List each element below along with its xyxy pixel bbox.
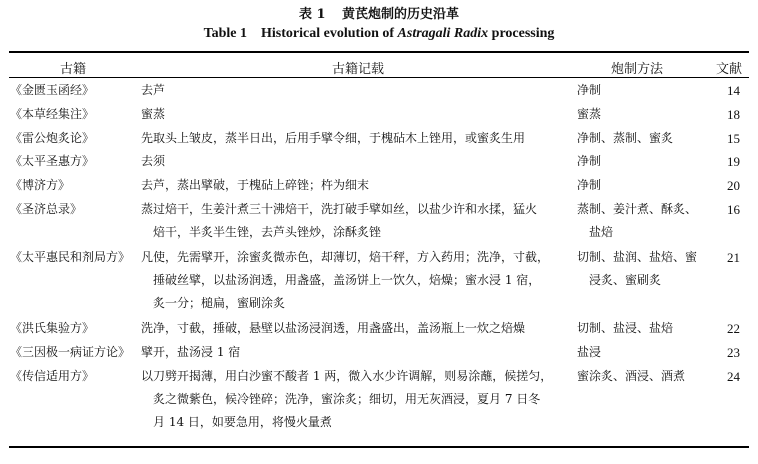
cell-ref: 14	[727, 83, 740, 98]
cell-method	[577, 79, 705, 102]
table-bottom-rule	[9, 446, 749, 448]
table-title-cn	[0, 3, 758, 22]
cell-book: 《博济方》	[10, 178, 71, 193]
method-line: 切制、盐浸、盐焙	[577, 321, 674, 335]
cell-book: 《太平圣惠方》	[10, 154, 95, 169]
cell-method	[577, 174, 705, 197]
record-line: 以刀劈开揭薄，用白沙蜜不酸者 1 两，微入水少许调解，则易涂蘸，候搓匀，	[141, 368, 553, 383]
cell-method	[577, 150, 705, 173]
cell-book: 《本草经集注》	[10, 106, 95, 121]
cell-book: 《传信适用方》	[10, 368, 95, 383]
cell-record	[141, 365, 569, 434]
method-line: 净制	[577, 178, 602, 193]
record-line: 凡使，先需擘开，涂蜜炙微赤色，却薄切，焙干秤，方入药用；洗净，寸截，	[141, 249, 550, 264]
cell-record	[141, 341, 569, 364]
method-line: 净制	[577, 154, 602, 169]
table-title-en	[0, 26, 758, 42]
header-method: 炮制方法	[611, 62, 664, 77]
cell-record	[141, 79, 569, 102]
method-line: 净制、蒸制、蜜炙	[577, 130, 674, 145]
cell-method	[577, 127, 705, 150]
cell-method	[577, 103, 705, 126]
method-line: 盐浸	[577, 344, 602, 359]
cell-method	[577, 341, 705, 364]
cell-record	[141, 150, 569, 173]
cell-record	[141, 317, 569, 340]
record-line: 炙之微紫色，候冷锉碎；洗净，蜜涂炙；细切，用无灰酒浸，夏月 7 日冬	[153, 391, 541, 406]
cell-ref: 21	[727, 249, 740, 265]
record-line: 炙一分；槌扁，蜜刷涂炙	[153, 295, 286, 310]
record-line: 先取头上皱皮，蒸半日出，后用手擘令细，于槐砧木上锉用，或蜜炙生用	[141, 130, 526, 145]
header-ref: 文献	[716, 62, 743, 77]
method-line: 蜜蒸	[577, 106, 602, 121]
cell-book: 《雷公炮炙论》	[10, 130, 95, 145]
table-caption-cn: 黄芪炮制的历史沿革	[342, 7, 460, 22]
cell-record	[141, 198, 569, 244]
table-caption-en-pre: Historical evolution of	[261, 26, 398, 41]
record-line: 去须	[141, 154, 166, 169]
cell-ref: 15	[727, 130, 740, 146]
cell-record	[141, 174, 569, 197]
cell-record	[141, 103, 569, 126]
cell-record	[141, 127, 569, 150]
cell-ref: 20	[727, 178, 740, 194]
table-number-en: Table 1	[203, 26, 248, 41]
header-record: 古籍记载	[332, 62, 385, 77]
method-line: 净制	[577, 83, 602, 97]
cell-method	[577, 365, 705, 388]
cell-method	[577, 317, 705, 340]
record-line: 洗净，寸截，捶破，悬壁以盐汤浸润透，用盏盛出，盖汤瓶上一炊之焙燥	[141, 321, 526, 335]
cell-ref: 19	[727, 154, 740, 170]
cell-book: 《圣济总录》	[10, 202, 83, 216]
cell-method	[577, 198, 705, 244]
cell-book: 《太平惠民和剂局方》	[10, 249, 131, 264]
header-book: 古籍	[60, 62, 87, 77]
cell-record	[141, 246, 569, 315]
cell-ref: 22	[727, 321, 740, 336]
record-line: 擘开，盐汤浸 1 宿	[141, 344, 241, 359]
record-line: 蜜蒸	[141, 106, 166, 121]
record-line: 去芦	[141, 83, 166, 97]
method-line: 浸炙、蜜刷炙	[589, 272, 662, 287]
table-header-rule	[9, 77, 749, 78]
record-line: 月 14 日，如要急用，将慢火量煮	[153, 414, 332, 429]
record-line: 去芦，蒸出擘破，于槐砧上碎锉；杵为细末	[141, 178, 370, 193]
cell-ref: 24	[727, 368, 740, 384]
table-caption-en-italic: Astragali Radix	[397, 26, 489, 41]
cell-book: 《三因极一病证方论》	[10, 344, 131, 359]
table-caption-en-post: processing	[488, 26, 555, 41]
cell-book: 《金匮玉函经》	[10, 83, 95, 97]
table-top-rule	[9, 51, 749, 53]
method-line: 蜜涂炙、酒浸、酒煮	[577, 368, 686, 383]
cell-ref: 18	[727, 106, 740, 122]
cell-ref: 23	[727, 344, 740, 360]
cell-method	[577, 246, 705, 292]
method-line: 蒸制、姜汁煮、酥炙、	[577, 202, 698, 216]
cell-book: 《洪氏集验方》	[10, 321, 95, 335]
table-number-cn: 表 1	[298, 7, 326, 22]
method-line: 盐焙	[589, 225, 614, 239]
record-line: 捶破丝擘，以盐汤润透，用盏盛，盖汤饼上一饮久，焙燥；蜜水浸 1 宿，	[153, 272, 541, 287]
record-line: 焙干，半炙半生锉，去芦头锉炒，涂酥炙锉	[153, 225, 382, 239]
record-line: 蒸过焙干，生姜汁煮三十沸焙干，洗打破手擘如丝，以盐少许和水揉，猛火	[141, 202, 538, 216]
cell-ref: 16	[727, 202, 740, 217]
method-line: 切制、盐润、盐焙、蜜	[577, 249, 698, 264]
